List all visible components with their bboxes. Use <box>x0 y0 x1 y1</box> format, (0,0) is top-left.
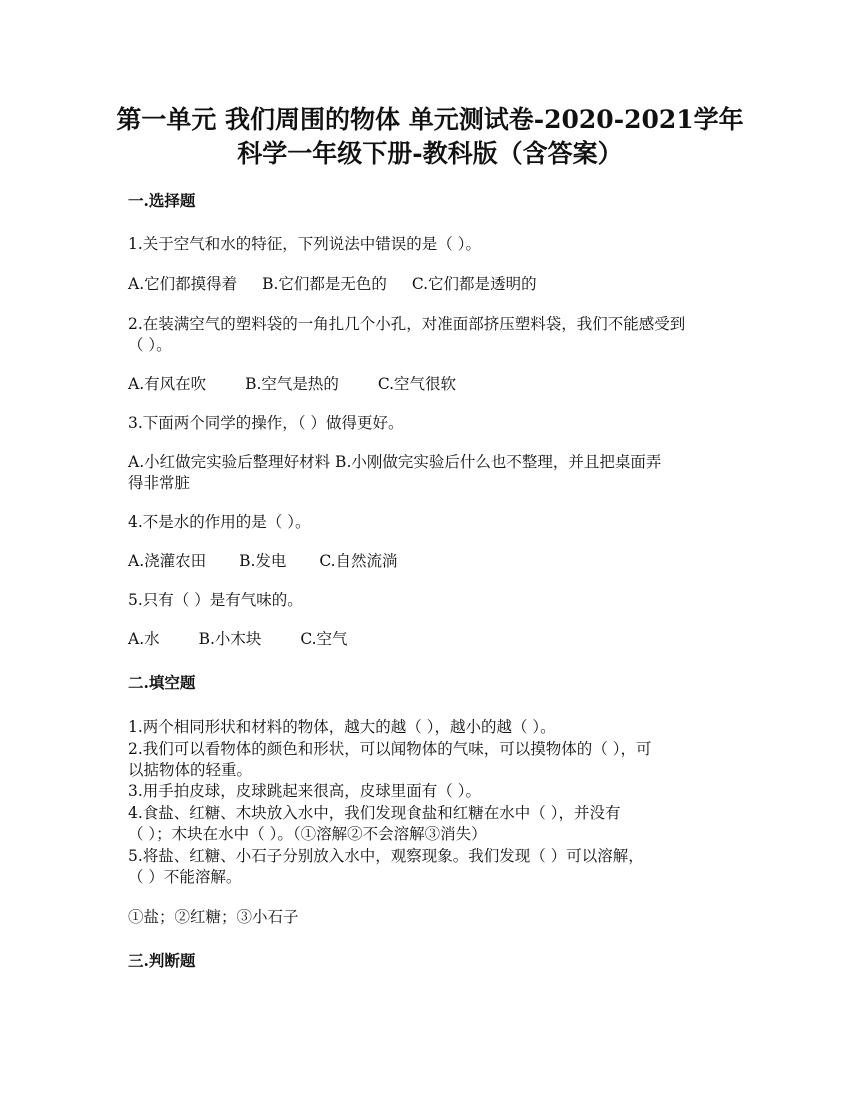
question-5-options <box>128 629 738 650</box>
question-3-option-line-2: 得非常脏 <box>128 474 191 492</box>
fill-question-5-line-2: （ ）不能溶解。 <box>128 868 242 886</box>
question-4-option-c: C.自然流淌 <box>319 552 398 570</box>
question-5-option-c: C.空气 <box>300 630 348 648</box>
question-1-option-a: A.它们都摸得着 <box>128 275 238 293</box>
question-2-option-c: C.空气很软 <box>377 375 457 393</box>
fill-question-2-line-1: 2.我们可以看物体的颜色和形状，可以闻物体的气味，可以摸物体的（ ），可 <box>128 740 652 758</box>
question-2-options <box>128 374 738 395</box>
fill-question-5-choices: ①盐；②红糖；③小石子 <box>128 908 299 926</box>
question-1-option-b: B.它们都是无色的 <box>262 275 387 293</box>
section-heading-choice: 一.选择题 <box>128 191 196 210</box>
question-2-stem-line-1: 2.在装满空气的塑料袋的一角扎几个小孔，对准面部挤压塑料袋，我们不能感受到 <box>128 315 686 333</box>
question-3-option-line-1: A.小红做完实验后整理好材料 B.小刚做完实验后什么也不整理，并且把桌面弄 <box>128 453 662 471</box>
question-1-stem: 1.关于空气和水的特征，下列说法中错误的是（ ）。 <box>128 235 481 253</box>
title-line-1: 第一单元 我们周围的物体 单元测试卷-2020-2021学年 <box>116 105 744 134</box>
question-2-option-b: B.空气是热的 <box>245 375 339 393</box>
question-1-options <box>128 274 738 295</box>
question-3-stem: 3.下面两个同学的操作，（ ）做得更好。 <box>128 414 404 432</box>
fill-question-2-line-2: 以掂物体的轻重。 <box>128 761 253 779</box>
fill-question-5-line-1: 5.将盐、红糖、小石子分别放入水中，观察现象。我们发现（ ）可以溶解， <box>128 847 644 865</box>
question-4-options <box>128 551 738 572</box>
document-title <box>90 103 770 171</box>
question-4-stem: 4.不是水的作用的是（ ）。 <box>128 513 311 531</box>
fill-question-4-line-1: 4.食盐、红糖、木块放入水中，我们发现食盐和红糖在水中（ ），并没有 <box>128 804 621 822</box>
fill-question-4-line-2: （ ）；木块在水中（ ）。（①溶解②不会溶解③消失） <box>128 825 487 843</box>
section-heading-fill: 二.填空题 <box>128 673 196 692</box>
question-4-option-a: A.浇灌农田 <box>128 552 207 570</box>
question-5-option-b: B.小木块 <box>198 630 262 648</box>
question-1-option-c: C.它们都是透明的 <box>411 275 537 293</box>
question-5-stem: 5.只有（ ）是有气味的。 <box>128 591 303 609</box>
question-2-stem-line-2: （ ）。 <box>128 336 172 354</box>
title-line-2: 科学一年级下册-教科版（含答案） <box>237 139 623 168</box>
fill-question-1: 1.两个相同形状和材料的物体，越大的越（ ），越小的越（ ）。 <box>128 718 556 736</box>
fill-question-3: 3.用手拍皮球，皮球跳起来很高，皮球里面有（ ）。 <box>128 782 481 800</box>
section-heading-judge: 三.判断题 <box>128 951 196 970</box>
question-4-option-b: B.发电 <box>239 552 287 570</box>
question-2-option-a: A.有风在吹 <box>128 375 207 393</box>
question-5-option-a: A.水 <box>128 630 160 648</box>
